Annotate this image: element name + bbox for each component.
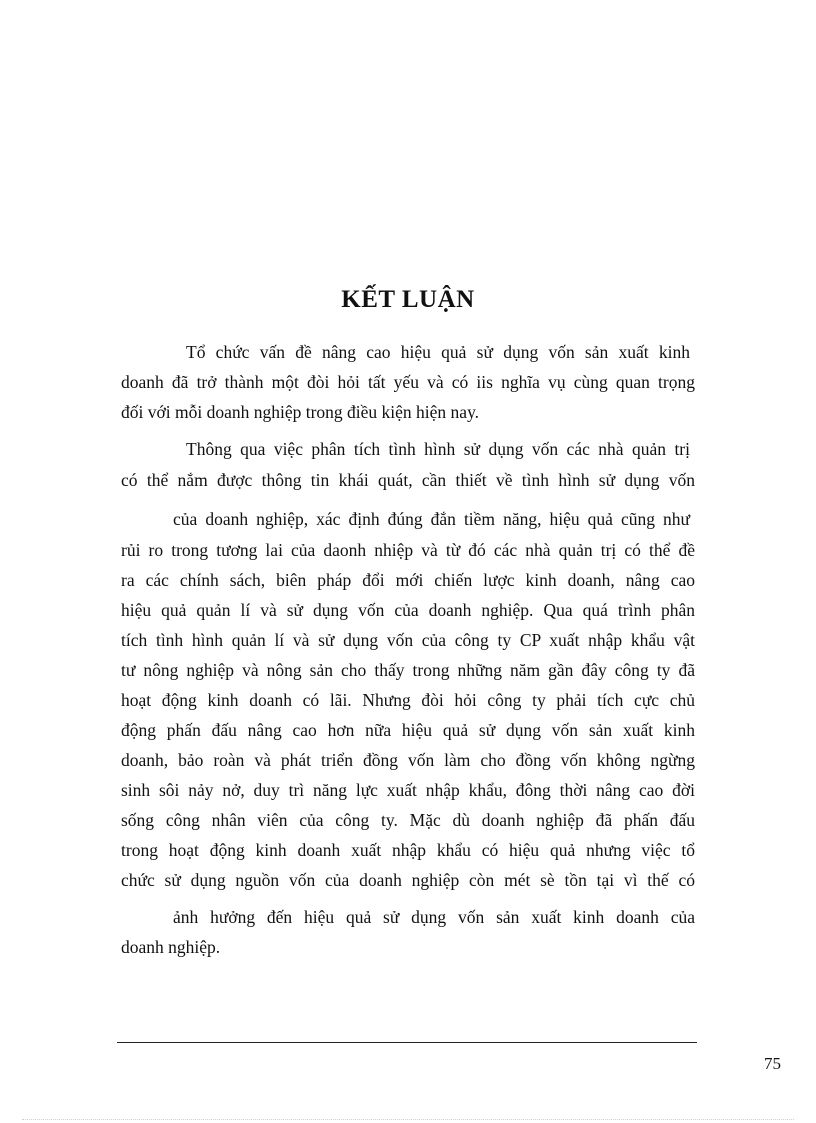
body-line: doanh đã trở thành một đòi hỏi tất yếu và có iis nghĩa vụ cùng quan trọng	[121, 372, 695, 392]
page-edge-divider	[22, 1119, 794, 1120]
body-line: doanh nghiệp.	[121, 937, 221, 957]
body-line: tích tình hình quản lí và sử dụng vốn của công ty CP xuất nhập khẩu vật	[121, 630, 695, 650]
footer-rule	[117, 1042, 697, 1043]
body-line: đối với mỗi doanh nghiệp trong điều kiện hiện nay.	[121, 402, 480, 422]
body-line: động phấn đấu nâng cao hơn nữa hiệu quả sử dụng vốn sản xuất kinh	[121, 720, 695, 740]
body-line: tư nông nghiệp và nông sản cho thấy trong những năm gần đây công ty đã	[121, 660, 695, 680]
body-line: rủi ro trong tương lai của daonh nhiệp và từ đó các nhà quản trị có thể đề	[121, 540, 695, 560]
page-number: 75	[764, 1054, 781, 1073]
body-line: sinh sôi nảy nở, duy trì năng lực xuất nhập khẩu, đông thời nâng cao đời	[121, 780, 695, 800]
page-title: KẾT LUẬN	[341, 286, 475, 313]
body-line: trong hoạt động kinh doanh xuất nhập khẩu có hiệu quả nhưng việc tổ	[121, 840, 695, 860]
body-line: ra các chính sách, biên pháp đổi mới chiến lược kinh doanh, nâng cao	[121, 570, 695, 590]
body-line: có thể nắm được thông tin khái quát, cần thiết về tình hình sử dụng vốn	[121, 470, 695, 490]
body-line: sống công nhân viên của công ty. Mặc dù doanh nghiệp đã phấn đấu	[121, 810, 695, 830]
body-line: ảnh hưởng đến hiệu quả sử dụng vốn sản xuất kinh doanh của	[173, 907, 695, 927]
body-line: doanh, bảo roàn và phát triển đồng vốn làm cho đồng vốn không ngừng	[121, 750, 695, 770]
body-line: chức sử dụng nguồn vốn của doanh nghiệp còn mét sè tồn tại vì thế có	[121, 870, 695, 890]
body-line: hoạt động kinh doanh có lãi. Nhưng đòi hỏi công ty phải tích cực chủ	[121, 690, 695, 710]
body-line: Tổ chức vấn đề nâng cao hiệu quả sử dụng vốn sản xuất kinh	[186, 342, 690, 362]
body-line: hiệu quả quản lí và sử dụng vốn của doanh nghiệp. Qua quá trình phân	[121, 600, 695, 620]
body-line: Thông qua việc phân tích tình hình sử dụng vốn các nhà quản trị	[186, 439, 690, 459]
body-line: của doanh nghiệp, xác định đúng đắn tiềm năng, hiệu quả cũng như	[173, 509, 690, 529]
